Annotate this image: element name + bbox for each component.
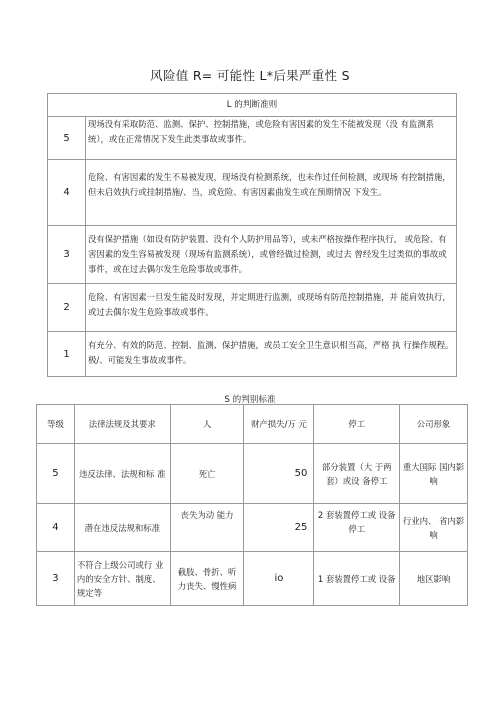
likelihood-level: 2 (48, 284, 86, 332)
severity-person: 死亡 (170, 444, 244, 504)
likelihood-criteria-table (47, 93, 457, 377)
page-title: 风险值 R= 可能性 L*后果严重性 S (150, 68, 350, 83)
likelihood-row (48, 117, 457, 160)
severity-criteria-table (36, 404, 468, 606)
likelihood-description: 危险、有害因素的发生不易被发现，现场没有检测系统，也未作过任何检测，或现场 有控制措施，但未启效执行或挂制措施/、当，或危险、有害因素曲发生或在预期情况 下发生。 (86, 160, 457, 226)
severity-row (37, 552, 468, 606)
header-company-image: 公司形象 (400, 405, 468, 444)
severity-loss: 50 (244, 444, 314, 504)
header-level: 等级 (37, 405, 75, 444)
severity-image: 重大国际 国内影响 (400, 444, 468, 504)
severity-stoppage: 2 套装置停工或 设备停工 (314, 504, 400, 552)
likelihood-table-header: L 的判断准则 (48, 94, 457, 117)
severity-level: 5 (37, 444, 75, 504)
likelihood-description: 有充分、有效的防范、控制、监测、保护措施，或员工安全卫生意识相当高，严格 执 行操作规程。极/、可能发生事故或事件。 (86, 332, 457, 377)
likelihood-row (48, 332, 457, 377)
likelihood-row (48, 226, 457, 284)
severity-stoppage: 1 套装置停工或 设备 (314, 552, 400, 606)
likelihood-row (48, 160, 457, 226)
likelihood-row (48, 284, 457, 332)
severity-header-row (37, 405, 468, 444)
severity-loss: io (244, 552, 314, 606)
header-person: 人 (170, 405, 244, 444)
likelihood-level: 4 (48, 160, 86, 226)
severity-person: 截肢、骨折、听 力丧失、慢性病 (170, 552, 244, 606)
header-law: 法律法规及其要求 (74, 405, 170, 444)
severity-table-title: S 的判别标准 (224, 395, 276, 405)
likelihood-level: 5 (48, 117, 86, 160)
severity-row (37, 444, 468, 504)
likelihood-description: 危险、有害因素一旦发生能及时发现，并定期进行监测，或现场有防范控制措施，并 能肩效执行，或过去偶尔发生危险事故或事件。 (86, 284, 457, 332)
header-property-loss: 财产损失/万 元 (244, 405, 314, 444)
severity-loss: 25 (244, 504, 314, 552)
severity-image: 地区影响 (400, 552, 468, 606)
severity-law: 违反法律、法规和标 准 (74, 444, 170, 504)
likelihood-description: 没有保护措施（如设有防护装置、没有个人防护用品等），或未严格按操作程序执行， 或危险、有害因素的发生容易被发现（现场有监测系统），或曾经做过检测，或过去 曾经发生过类似的事故或事件，或在过去偶尔发生危险事故或事件。 (86, 226, 457, 284)
likelihood-level: 1 (48, 332, 86, 377)
severity-law: 不符合上级公司或行 业内的安全方针、制度、规定等 (74, 552, 170, 606)
severity-stoppage: 部分装置（大 于两套）或设 备停工 (314, 444, 400, 504)
severity-row (37, 504, 468, 552)
likelihood-level: 3 (48, 226, 86, 284)
severity-level: 3 (37, 552, 75, 606)
severity-law: 潜在违反法规和标准 (74, 504, 170, 552)
severity-image: 行业内、 省内影响 (400, 504, 468, 552)
severity-level: 4 (37, 504, 75, 552)
header-stoppage: 停工 (314, 405, 400, 444)
likelihood-header-row (48, 94, 457, 117)
likelihood-description: 现场没有采取防范、监测、保护、控制措施，或危险有害因素的发生不能被发现（没 有监测系统），或在正常情况下发生此类事故或事件。 (86, 117, 457, 160)
severity-person: 丧失为动 能力 (170, 504, 244, 552)
